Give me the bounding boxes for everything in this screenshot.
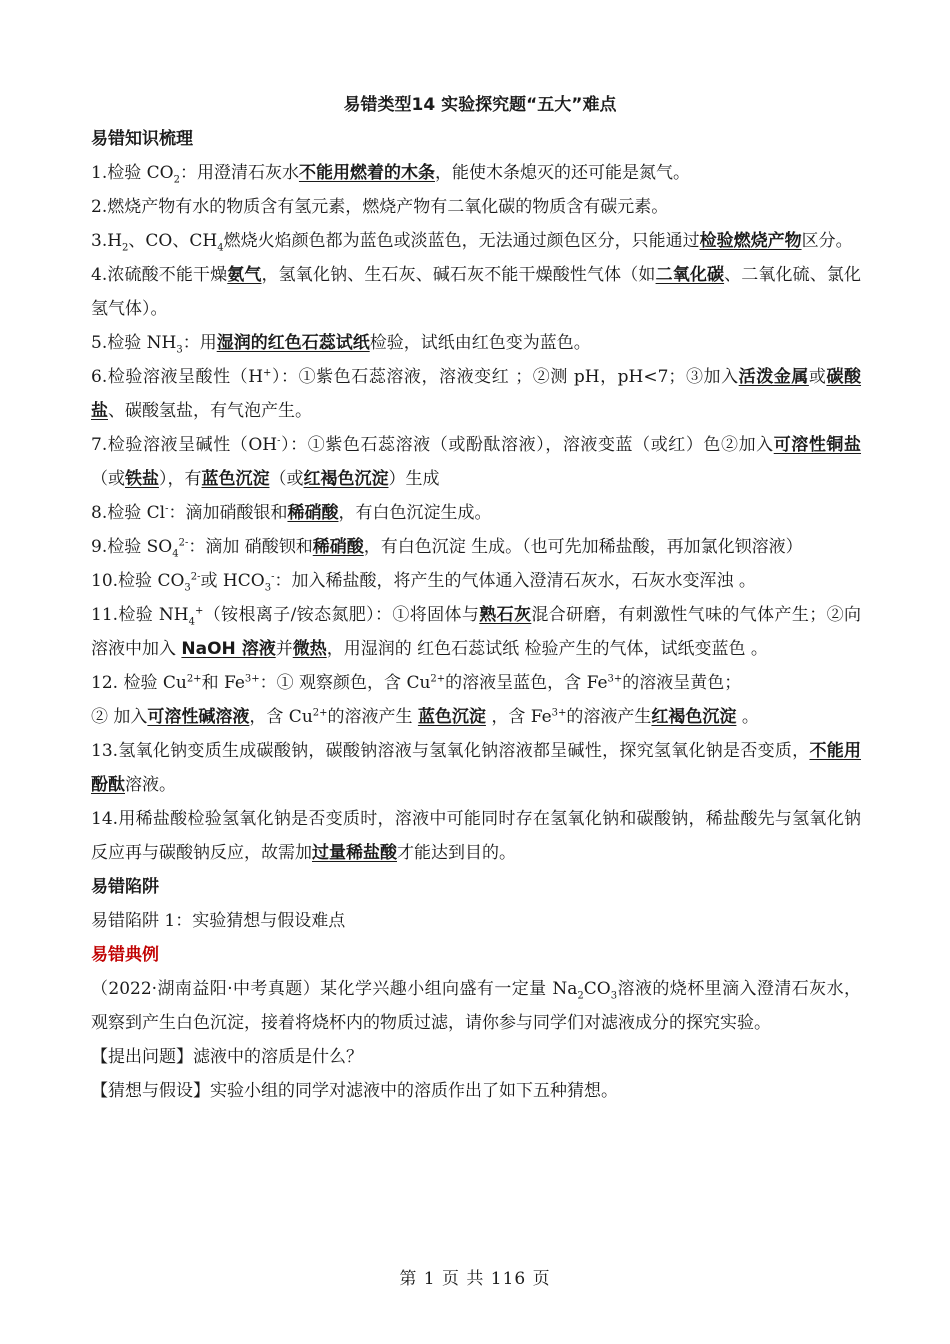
- question-raise: 【提出问题】滤液中的溶质是什么？: [91, 1047, 363, 1067]
- document-body: [91, 88, 861, 1108]
- point-9: 9.检验 $SO_4^{2-}$：滴加 硝酸钡和稀硝酸，有白色沉淀 生成。（也可先加稀盐酸，再加氯化钡溶液）: [91, 537, 803, 560]
- point-12: 12. 检验 $Cu^{2+}$和 $Fe^{3+}$：① 观察颜色，含 $Cu^{2+}$的溶液呈蓝色，含 $Fe^{3+}$的溶液呈黄色；: [91, 673, 742, 693]
- point-14: 14.用稀盐酸检验氢氧化钠是否变质时，溶液中可能同时存在氢氧化钠和碳酸钠，稀盐酸先与氢氧化钠反应再与碳酸钠反应，故需加过量稀盐酸才能达到目的。: [91, 809, 861, 863]
- example-paragraph: （2022·湖南益阳·中考真题）某化学兴趣小组向盛有一定量 $Na_2CO_3$溶液的烧杯里滴入澄清石灰水，观察到产生白色沉淀，接着将烧杯内的物质过滤，请你参与同学们对滤液成分的探究实验。: [91, 979, 862, 1033]
- section-heading-trap: 易错陷阱: [91, 877, 159, 897]
- section-heading-knowledge: 易错知识梳理: [91, 129, 193, 149]
- document-title: 易错类型14 实验探究题“五大”难点: [343, 95, 617, 115]
- point-3: $3.H_2$、CO、$CH_4$燃烧火焰颜色都为蓝色或淡蓝色，无法通过颜色区分，只能通过检验燃烧产物区分。: [91, 231, 853, 254]
- point-11: 11.检验 $NH_4^+$（铵根离子/铵态氮肥）：①将固体与熟石灰混合研磨，有刺激性气味的气体产生；②向溶液中加入 NaOH 溶液并微热，用湿润的 红色石蕊试纸 检验产生的气体，试纸变蓝色 。: [91, 605, 862, 659]
- point-2: 2.燃烧产物有水的物质含有氢元素，燃烧产物有二氧化碳的物质含有碳元素。: [91, 197, 669, 217]
- point-13: 13.氢氧化钠变质生成碳酸钠，碳酸钠溶液与氢氧化钠溶液都呈碱性，探究氢氧化钠是否变质，不能用酚酞溶液。: [91, 741, 861, 795]
- point-5: 5.检验 $NH_3$：用湿润的红色石蕊试纸检验，试纸由红色变为蓝色。: [91, 333, 591, 356]
- question-hypothesis: 【猜想与假设】实验小组的同学对滤液中的溶质作出了如下五种猜想。: [91, 1081, 618, 1101]
- point-1: 1.检验 $CO_2$：用澄清石灰水不能用燃着的木条，能使木条熄灭的还可能是氮气。: [91, 163, 690, 186]
- point-8: 8.检验 Cl-：滴加硝酸银和稀硝酸，有白色沉淀生成。: [91, 503, 492, 523]
- point-10: 10.检验 $CO_3^{2-}$或 $HCO_3^-$：加入稀盐酸，将产生的气体通入澄清石灰水，石灰水变浑浊 。: [91, 571, 756, 594]
- page-footer: 第 1 页 共 116 页: [399, 1269, 551, 1289]
- point-12-continued: ② 加入可溶性碱溶液，含 $Cu^{2+}$的溶液产生 蓝色沉淀 ，含 $Fe^{3+}$的溶液产生红褐色沉淀 。: [91, 707, 759, 727]
- point-6: 6.检验溶液呈酸性（H+）：①紫色石蕊溶液，溶液变红 ；②测 pH，pH<7；③加入活泼金属或碳酸盐、碳酸氢盐，有气泡产生。: [91, 367, 862, 421]
- bracket-label: 【猜想与假设】: [91, 1081, 210, 1101]
- point-7: 7.检验溶液呈碱性（OH-）：①紫色石蕊溶液（或酚酞溶液），溶液变蓝（或红）色②加入可溶性铜盐（或铁盐），有蓝色沉淀（或红褐色沉淀）生成: [91, 435, 862, 489]
- section-heading-example: 易错典例: [91, 945, 159, 965]
- point-4: 4.浓硫酸不能干燥氨气，氢氧化钠、生石灰、碱石灰不能干燥酸性气体（如二氧化碳、二氧化硫、氯化氢气体）。: [91, 265, 862, 319]
- trap-1-label: 易错陷阱 1：实验猜想与假设难点: [91, 911, 346, 931]
- bracket-label: 【提出问题】: [91, 1047, 193, 1067]
